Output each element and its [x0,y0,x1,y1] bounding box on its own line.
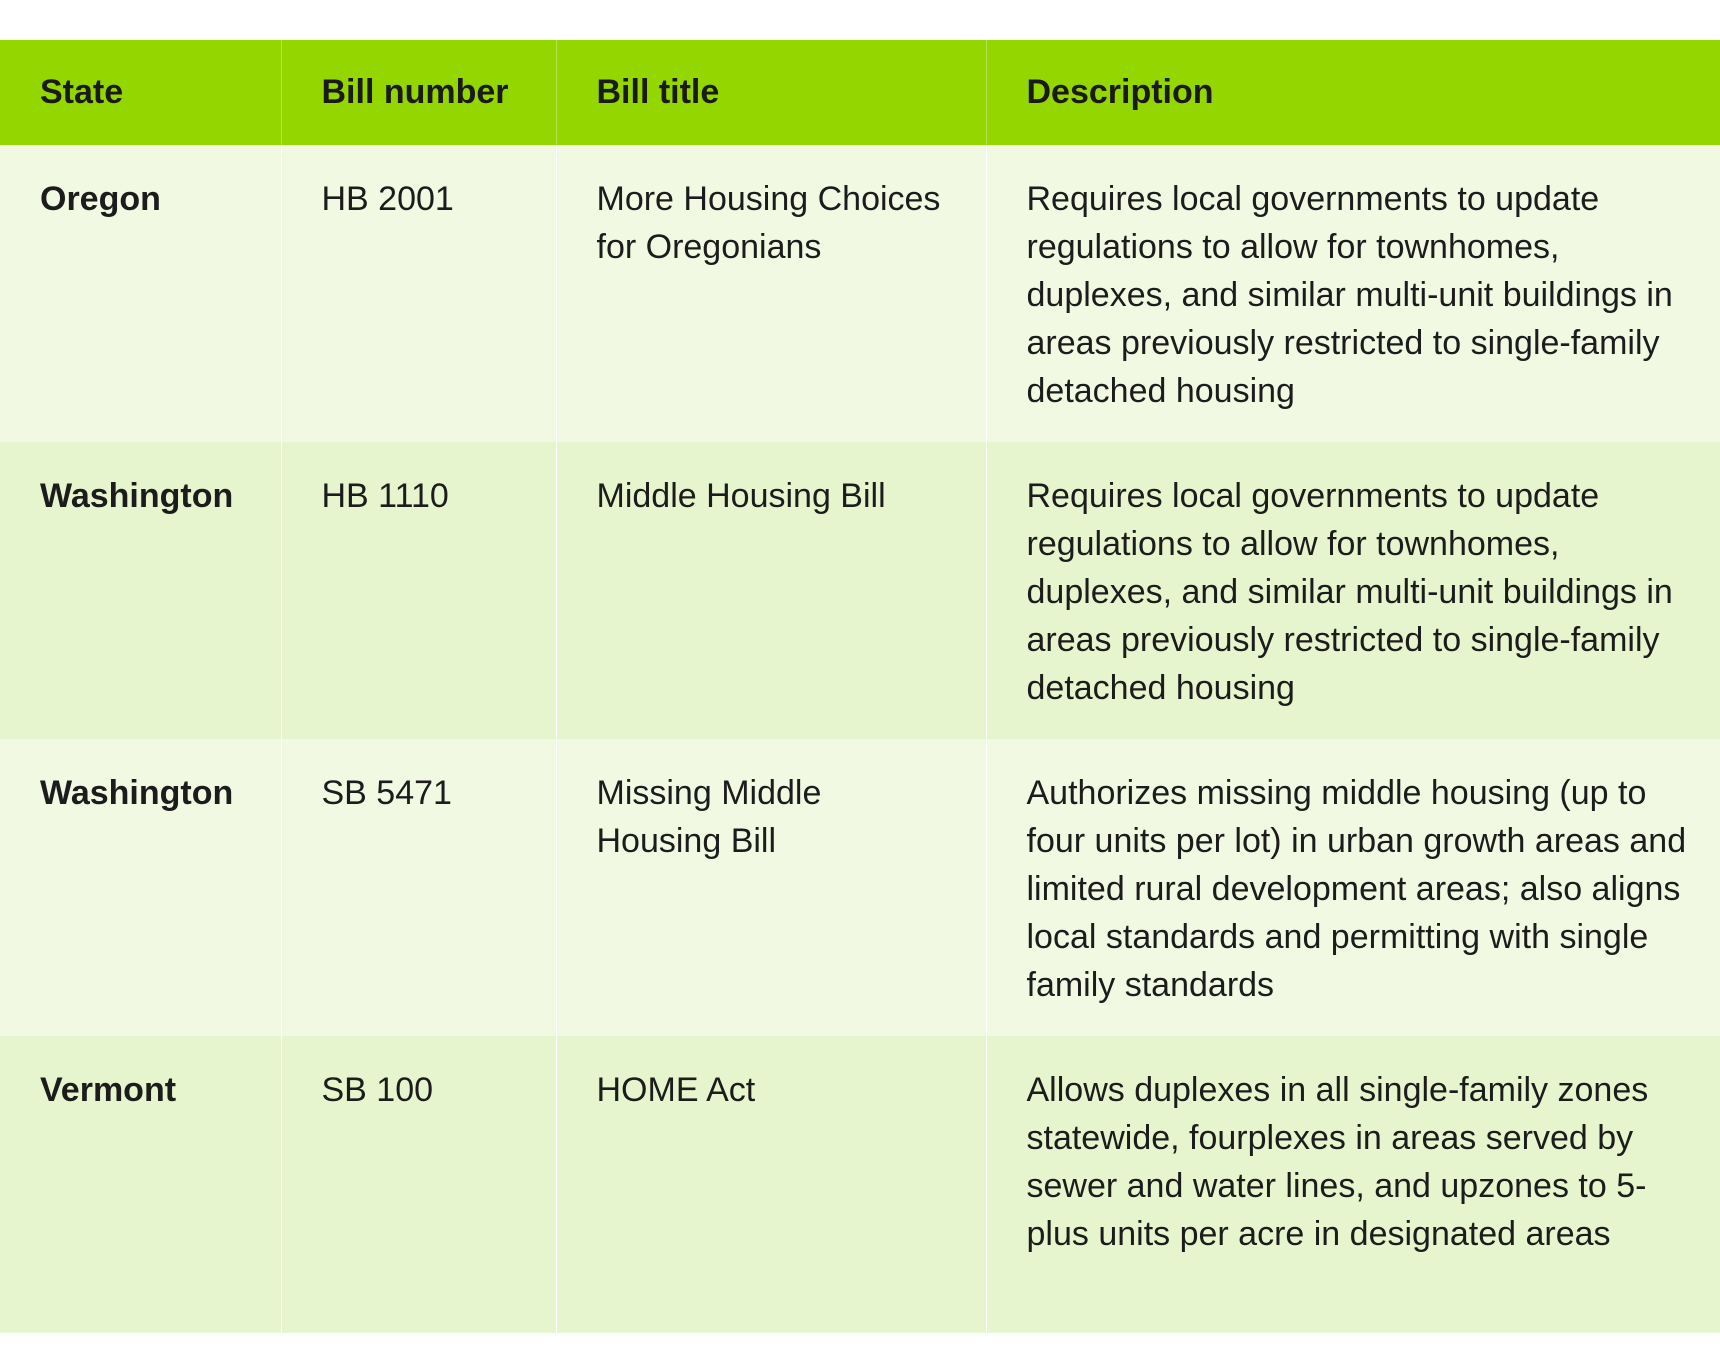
cell-bill-title: Middle Housing Bill [556,442,986,739]
cell-description: Allows duplexes in all single-family zones statewide, fourplexes in areas served by sewer and water lines, and upzones to 5-plus units per acre in designated areas [986,1036,1720,1333]
cell-description: Requires local governments to update regulations to allow for townhomes, duplexes, and similar multi-unit buildings in areas previously restricted to single-family detached housing [986,442,1720,739]
header-state: State [0,40,281,145]
header-bill-title: Bill title [556,40,986,145]
cell-description: Authorizes missing middle housing (up to four units per lot) in urban growth areas and limited rural development areas; also aligns local standards and permitting with single family standards [986,739,1720,1036]
cell-description: Requires local governments to update regulations to allow for townhomes, duplexes, and similar multi-unit buildings in areas previously restricted to single-family detached housing [986,145,1720,442]
table-header [0,40,1720,145]
header-bill-number: Bill number [281,40,556,145]
cell-bill-title: More Housing Choices for Oregonians [556,145,986,442]
cell-state: Washington [0,442,281,739]
table-row [0,145,1720,442]
cell-state: Vermont [0,1036,281,1333]
cell-bill-title: Missing Middle Housing Bill [556,739,986,1036]
cell-state: Oregon [0,145,281,442]
cell-state: Washington [0,739,281,1036]
table-row [0,739,1720,1036]
header-description: Description [986,40,1720,145]
table-body [0,145,1720,1333]
housing-bills-table [0,40,1720,1333]
cell-bill-number: SB 100 [281,1036,556,1333]
cell-bill-number: HB 2001 [281,145,556,442]
cell-bill-number: HB 1110 [281,442,556,739]
header-row [0,40,1720,145]
table-row [0,1036,1720,1333]
table-row [0,442,1720,739]
cell-bill-number: SB 5471 [281,739,556,1036]
cell-bill-title: HOME Act [556,1036,986,1333]
